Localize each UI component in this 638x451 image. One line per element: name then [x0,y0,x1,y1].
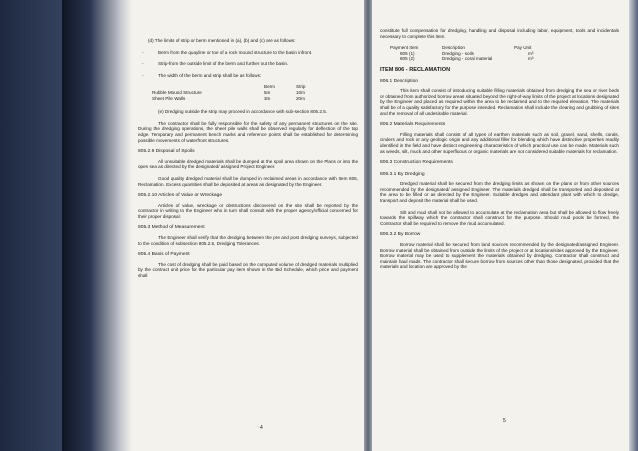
page-number: 5 [503,418,506,424]
pay-item-table [390,45,619,62]
list-item-text: Strip-from the outside limit of the berm and further out the basin. [158,61,289,67]
section-heading: 805.3 Method of Measurement [138,225,205,231]
paragraph: constitute full compensation for dredging, handling and disposal including labor, equipment, tools and incidentals necessary to complete this item. [380,28,619,39]
paragraph-e: (e) Dredging outside the strip may proceed in accordance with sub-section 805.2.5. [158,109,328,115]
table-cell: 20m [296,95,305,101]
paragraph: The Engineer shall verify that the dredging between the pre and post dredging surveys, subjected to the condition of subsection 805.2.5, Dredging Tolerances. [138,235,358,246]
table-cell: 10m [296,89,305,95]
table-cell: 805 (1) [400,50,415,56]
paragraph-contractor: The contractor shall be fully responsible for the safety of any permanent structures on the site. During the dredging operations, the sheet pile walls shall be observed regularly for deflection of the top edge. Temporary and permanent bench marks and reference points shall be established for determining possible movements of waterfront structures. [138,120,358,143]
table-cell: m³ [528,50,534,56]
page-number: 4 [260,425,263,431]
right-page [372,0,629,451]
list-item [142,50,358,56]
table-header-cell: Description [442,45,465,51]
section-heading: 806.3.1 By Dredging [380,171,425,177]
paragraph: Filling materials shall consist of all types of earthen materials such as soil, gravel, sand, shells, corals, cinders and rock or any geologic origin and any additional filler for blending which have distinctive properties readily identified in the field and have distinct engineering characteristics of which practical use can be made. Materials such as weeds, silt, muck and other superfluous or organic materials are not considered suitable materials for reclamation. [380,131,619,154]
table-cell: Rubble Mound Structure [152,89,202,95]
page-edge-shadow [62,0,132,451]
left-page [62,0,364,451]
table-header-cell: Strip [296,84,306,90]
table-cell: 5m [264,89,271,95]
item-title: ITEM 806 - RECLAMATION [380,66,451,73]
paragraph: Silt and mud shall not be allowed to accumulate at the reclamation area but shall be allowed to flow freely towards the spillway which the contractor shall construct for the purpose. Should mud pools be formed, the Contractor shall be required to remove the mud accumulated. [380,209,619,226]
paragraph: Articles of value, wreckage or obstructions discovered on the site shall be reported by the contractor in writing to the Engineer who in turn shall consult with the proper agency/official concerned for their proper disposal. [138,202,358,219]
paragraph: Borrow material shall be secured from land sources recommended by the designated/assigned Engineer. Borrow material shall be obtained from outside the limits of the project or at locations/sites approved by the Engineer. Borrow material may be used to supplement the materials obtained by dredging. Contractor shall construct and maintain haul roads. The contractor shall secure borrow from sources other than those designated, provided that the materials and location are approved by the [380,242,619,270]
bullet-dash: - [142,61,144,67]
paragraph: This item shall consist of introducing suitable filling materials obtained from dredging the sea or river beds or obtained from authorized borrow areas situated beyond the right-of-way limits of the project at locations designated by the Engineer and placed as required within the area to be reclaimed and to the required elevation. The materials shall be of a quality satisfactory for the purpose intended. Reclamation shall include the clearing and grubbing of sites and the removal of all undesirable material. [380,88,619,116]
bullet-dash: - [142,72,144,78]
berm-strip-table [152,84,358,101]
section-heading: 806.3 Construction Requirements [380,160,453,166]
table-cell: m³ [528,56,534,62]
right-edge [629,0,638,451]
bullet-dash: - [142,49,144,55]
paragraph: All unsuitable dredged materials shall be dumped at the spoil area shown on the Plans or into the open sea as directed by the designated/ assigned Project Engineer. [138,158,358,170]
section-heading: 805.2.9 Disposal of Spoils [138,149,195,155]
list-item [142,73,358,79]
section-heading: 805.4 Basis of Payment [138,252,190,258]
book-gutter [364,0,372,451]
table-cell: Dredging - soils [442,50,474,56]
section-heading: 806.1 Description [380,78,419,84]
paragraph: Good quality dredged material shall be dumped in reclaimed areas in accordance with Item 806, Reclamation. Excess quantities shall be deposited at areas as designated by the Engineer. [138,175,358,187]
table-header-cell: Berm [264,84,275,90]
section-heading: 805.2.10 Articles of Value or Wreckage [138,193,223,199]
list-item-text: Berm from the quayline or toe of a rock mound structure to the basin infront. [158,49,313,55]
paragraph: Dredged material shall be secured from the dredging limits as shown on the plans or from other sources recommended by the designated/ assigned Engineer. The materials dredged shall be transported and deposited at the area to be filled or as directed by the Engineer. Suitable dredges and attendant plant with which to dredge, transport and deposit the material shall be used. [380,181,619,204]
section-heading: 806.3.2 By Borrow [380,232,421,238]
section-heading: 806.2 Materials Requirements [380,122,446,128]
table-header-cell: Pay Unit [514,45,532,51]
table-cell: Sheet Pile Walls [152,95,186,101]
list-item [142,61,358,67]
intro-text: (d) The limits of strip or berm mentioned in (a), (b) and (c) are as follows: [148,38,296,43]
table-cell: 3m [264,95,271,101]
paragraph: The cost of dredging shall be paid based on the computed volume of dredged materials multiplied by the contract unit price for the particular pay item shown in the Bid Schedule, which price and payment shall [138,261,358,279]
table-cell: Dredging - coral material [442,56,493,62]
table-cell: 805 (2) [400,56,415,62]
table-header-cell: Payment Item [390,45,419,51]
list-item-text: The width of the berm and strip shall be as follows: [158,72,262,78]
